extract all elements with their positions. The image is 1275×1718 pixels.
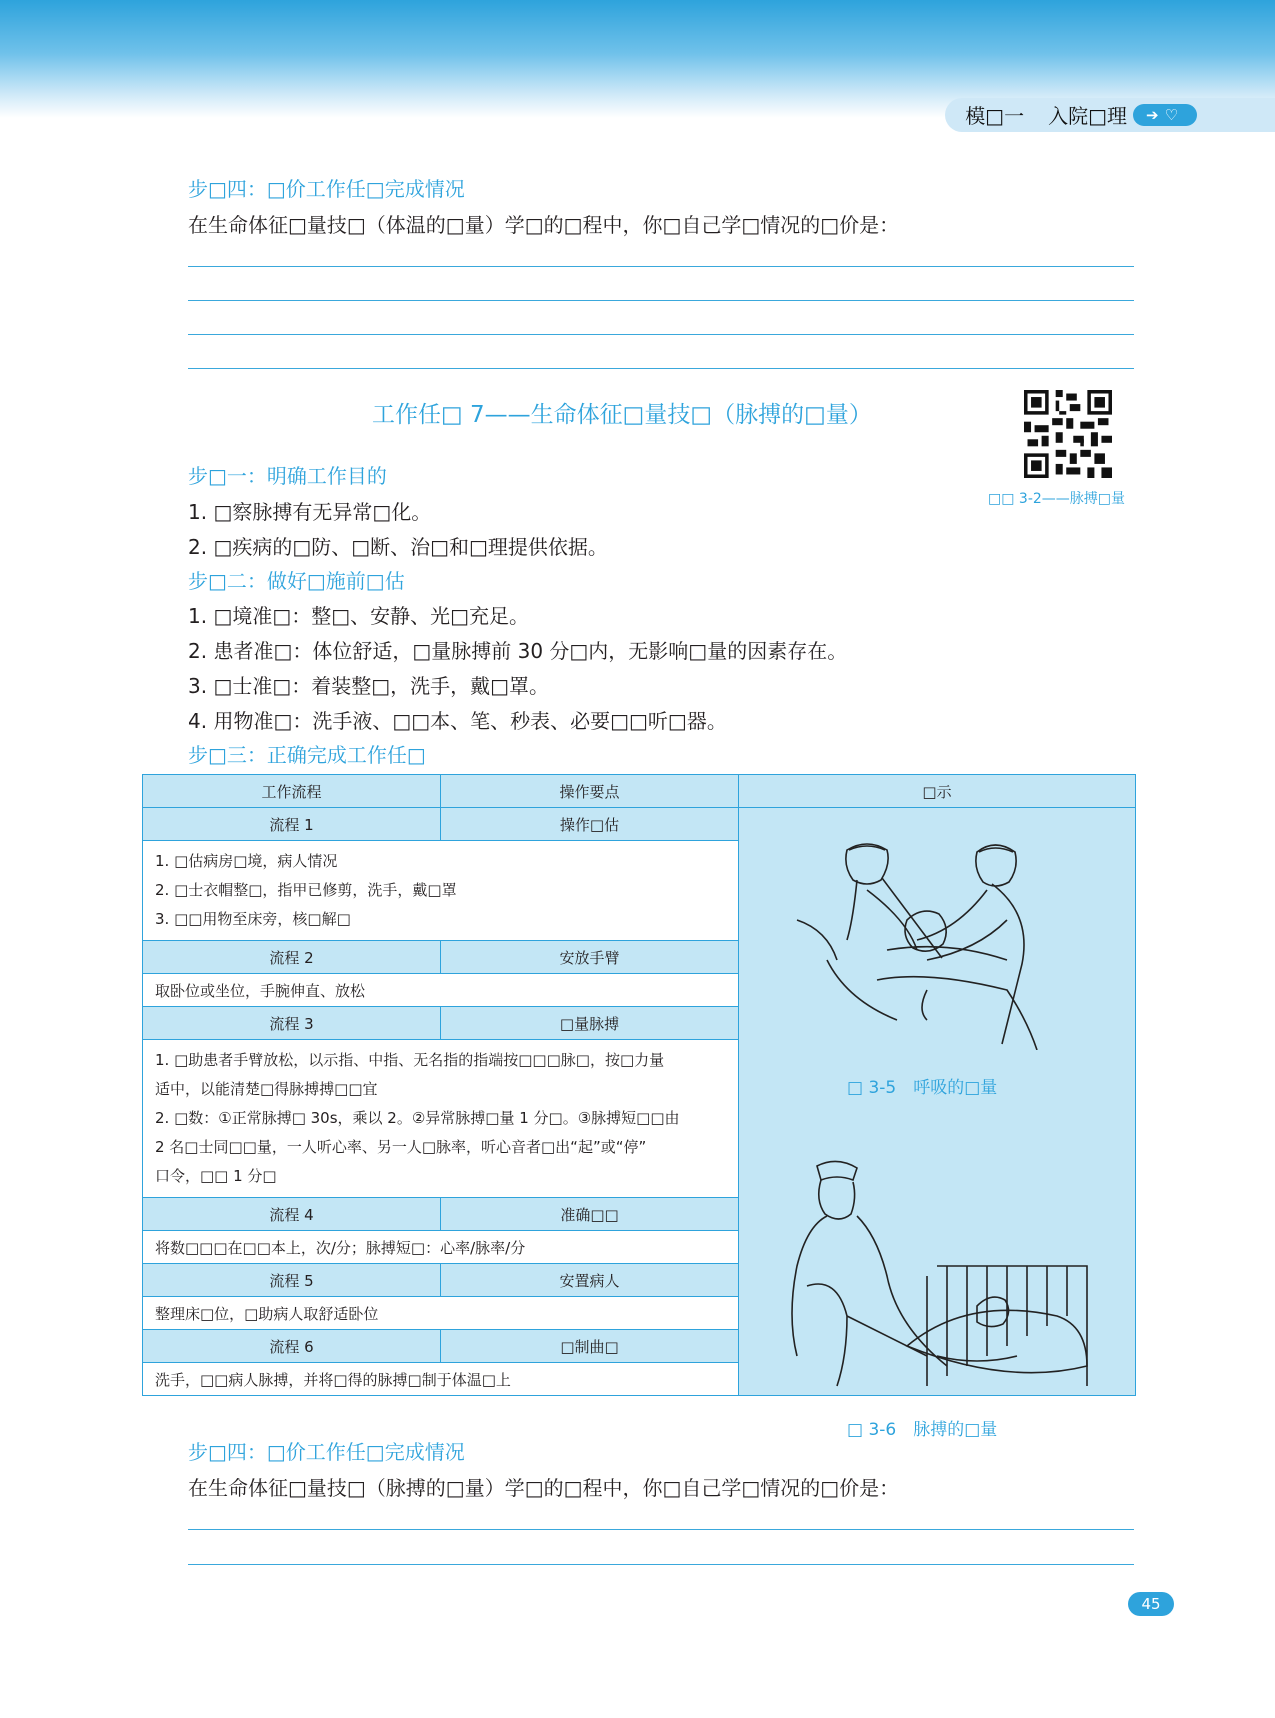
flow-detail: 整理床□位，□助病人取舒适卧位 [143,1297,739,1330]
flow-name: 流程 4 [143,1198,441,1231]
flow-name: 流程 6 [143,1330,441,1363]
answer-line [188,368,1134,369]
answer-line [188,334,1134,335]
column-header: 操作要点 [441,775,739,808]
column-header: □示 [739,775,1136,808]
header-icon-group [1133,104,1197,126]
step2-item: 1. □境准□：整□、安静、光□充足。 [188,604,530,628]
figure-3-6-caption: □ 3-6 脉搏的□量 [847,1420,998,1440]
column-header: 工作流程 [143,775,441,808]
step1-item: 1. □察脉搏有无异常□化。 [188,500,432,524]
flow-point: 安放手臂 [441,941,739,974]
step1-item: 2. □疾病的□防、□断、治□和□理提供依据。 [188,535,608,559]
step2-item: 2. 患者准□：体位舒适，□量脉搏前 30 分□内，无影响□量的因素存在。 [188,639,848,663]
step2-heading: 步□二：做好□施前□估 [188,569,405,593]
flow-point: □量脉搏 [441,1007,739,1040]
detail-line: 2. □数：①正常脉搏□ 30s，乘以 2。②异常脉搏□量 1 分□。③脉搏短□□由 [155,1109,680,1127]
flow-detail: 取卧位或坐位，手腕伸直、放松 [143,974,739,1007]
detail-line: 1. □助患者手臂放松，以示指、中指、无名指的指端按□□□脉□，按□力量 [155,1051,665,1069]
flow-row [143,808,1136,841]
answer-line [188,266,1134,267]
detail-line: 适中，以能清楚□得脉搏搏□□宜 [155,1080,378,1098]
figure-3-5-caption: □ 3-5 呼吸的□量 [847,1078,998,1098]
flow-detail [143,841,739,941]
answer-line [188,1564,1134,1565]
detail-line: 3. □□用物至床旁，核□解□ [155,910,351,928]
flow-point: □制曲□ [441,1330,739,1363]
step1-heading: 步□一：明确工作目的 [188,464,387,488]
page-number: 45 [1128,1592,1174,1616]
chapter-label: 入院□理 [1048,104,1127,128]
answer-line [188,300,1134,301]
detail-line: 1. □估病房□境，病人情况 [155,852,338,870]
flow-name: 流程 1 [143,808,441,841]
figure-3-5-illustration [787,830,1087,1050]
flow-detail: 将数□□□在□□本上，次/分；脉搏短□：心率/脉率/分 [143,1231,739,1264]
task-title: 工作任□ 7——生命体征□量技□（脉搏的□量） [372,402,872,428]
figure-3-6-illustration [787,1156,1117,1396]
eval-bottom-heading: 步□四：□价工作任□完成情况 [188,1440,465,1464]
flow-point: 操作□估 [441,808,739,841]
step2-item: 3. □士准□：着装整□，洗手，戴□罩。 [188,674,550,698]
flow-name: 流程 5 [143,1264,441,1297]
flow-name: 流程 2 [143,941,441,974]
answer-line [188,1529,1134,1530]
table-header-row [143,775,1136,808]
module-label: 模□一 [965,104,1025,128]
flow-point: 安置病人 [441,1264,739,1297]
flow-detail: 洗手，□□病人脉搏，并将□得的脉搏□制于体温□上 [143,1363,739,1396]
detail-line: 口令，□□ 1 分□ [155,1167,277,1185]
eval-top-heading: 步□四：□价工作任□完成情况 [188,177,465,201]
eval-top-prompt: 在生命体征□量技□（体温的□量）学□的□程中，你□自己学□情况的□价是： [188,213,900,237]
flow-name: 流程 3 [143,1007,441,1040]
detail-line: 2. □士衣帽整□，指甲已修剪，洗手，戴□罩 [155,881,457,899]
detail-line: 2 名□士同□□量，一人听心率、另一人□脉率，听心音者□出“起”或“停” [155,1138,647,1156]
eval-bottom-prompt: 在生命体征□量技□（脉搏的□量）学□的□程中，你□自己学□情况的□价是： [188,1476,900,1500]
qr-code-icon [1024,390,1112,478]
flow-point: 准确□□ [441,1198,739,1231]
running-header [965,100,1127,129]
heart-icon: ♡ [1164,106,1185,124]
procedure-table [142,774,1136,1440]
step2-item: 4. 用物准□：洗手液、□□本、笔、秒表、必要□□听□器。 [188,709,727,733]
step3-heading: 步□三：正确完成工作任□ [188,743,426,767]
back-arrow-icon: ➔ [1145,106,1165,124]
qr-caption: □□ 3-2——脉搏□量 [988,491,1125,507]
figure-cell [739,808,1136,1440]
flow-detail [143,1040,739,1198]
